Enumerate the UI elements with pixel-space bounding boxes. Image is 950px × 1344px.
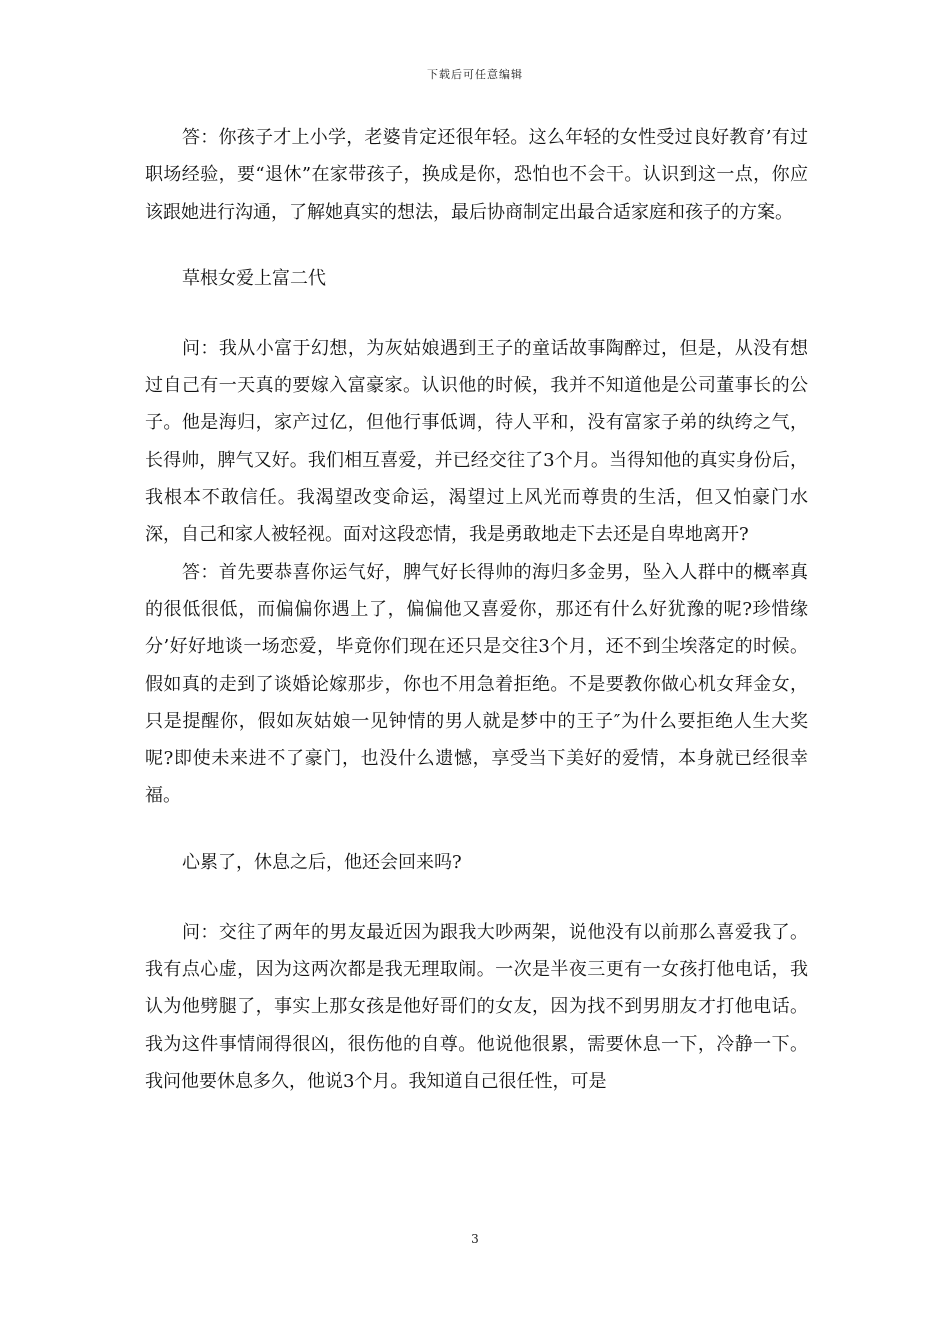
paragraph-answer-1: 答：你孩子才上小学，老婆肯定还很年轻。这么年轻的女性受过良好教育’有过职场经验，要“退休”在家带孩子，换成是你，恐怕也不会干。认识到这一点，你应该跟她进行沟通，了解她真实的想法，最后协商制定出最合适家庭和孩子的方案。 — [145, 127, 808, 223]
section-gap — [145, 297, 808, 330]
page-header: 下载后可任意编辑 — [427, 68, 523, 81]
section-title-tired-heart: 心累了，休息之后，他还会回来吗? — [182, 851, 462, 873]
section-gap — [145, 815, 808, 844]
section-gap — [145, 881, 808, 914]
paragraph-answer-2: 答：首先要恭喜你运气好，脾气好长得帅的海归多金男，坠入人群中的概率真的很低很低，而偏偏你遇上了，偏偏他又喜爱你，那还有什么好犹豫的呢?珍惜缘分’好好地谈一场恋爱，毕竟你们现在还只是交往3个月，还不到尘埃落定的时候。假如真的走到了谈婚论嫁那步，你也不用急着拒绝。不是要教你做心机女拜金女，只是提醒你，假如灰姑娘一见钟情的男人就是梦中的王子″为什么要拒绝人生大奖呢?即使未来进不了豪门，也没什么遗憾，享受当下美好的爱情，本身就已经很幸福。 — [145, 561, 808, 807]
paragraph-question-2: 问：我从小富于幻想，为灰姑娘遇到王子的童话故事陶醉过，但是，从没有想过自己有一天真的要嫁入富豪家。认识他的时候，我并不知道他是公司董事长的公子。他是海归，家产过亿，但他行事低调，待人平和，没有富家子弟的纨绔之气，长得帅，脾气又好。我们相互喜爱，并已经交往了3个月。当得知他的真实身份后，我根本不敢信任。我渴望改变命运，渴望过上风光而尊贵的生活，但又怕豪门水深，自己和家人被轻视。面对这段恋情，我是勇敢地走下去还是自卑地离开? — [145, 337, 808, 546]
section-gap — [145, 231, 808, 260]
document-body — [145, 119, 808, 1100]
paragraph-question-3: 问：交往了两年的男友最近因为跟我大吵两架，说他没有以前那么喜爱我了。我有点心虚，因为这两次都是我无理取闹。一次是半夜三更有一女孩打他电话，我认为他劈腿了，事实上那女孩是他好哥们的女友，因为找不到男朋友才打他电话。我为这件事情闹得很凶，很伤他的自尊。他说他很累，需要休息一下，冷静一下。我问他要休息多久，他说3个月。我知道自己很任性，可是 — [145, 921, 808, 1092]
section-title-rich-heir: 草根女爱上富二代 — [182, 267, 326, 289]
page-number: 3 — [471, 1232, 479, 1246]
